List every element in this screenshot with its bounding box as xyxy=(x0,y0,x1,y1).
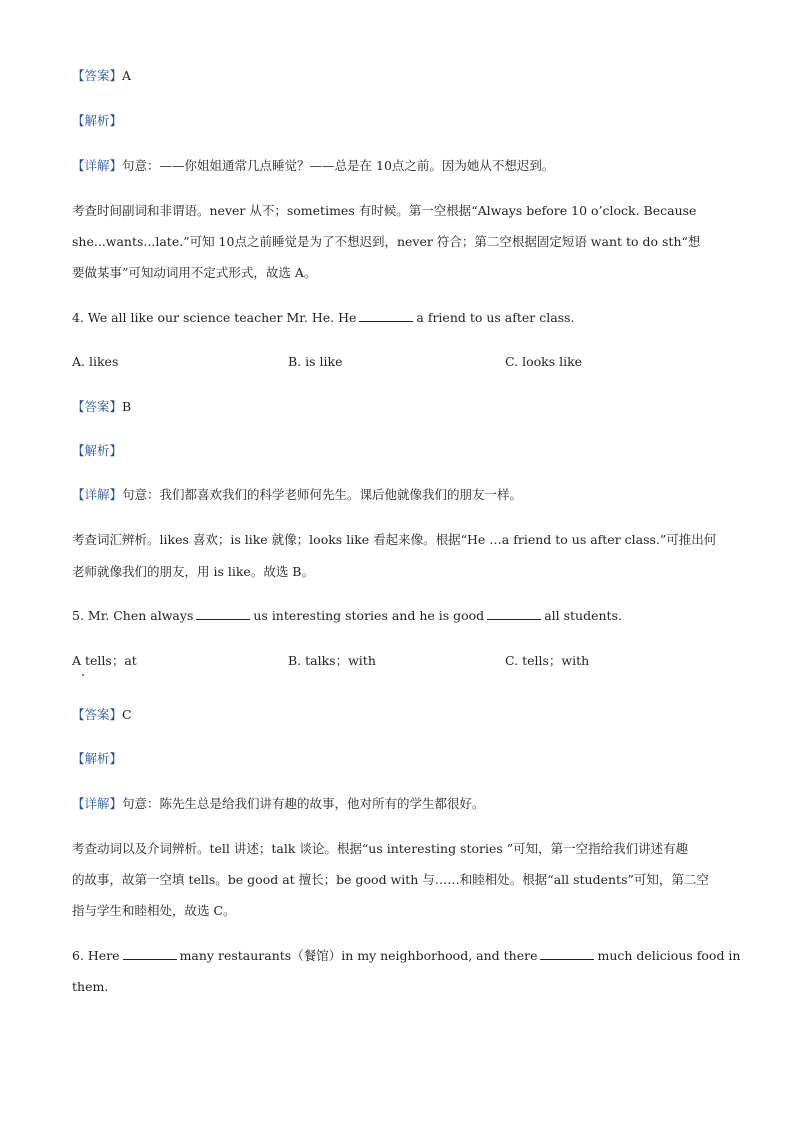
fill-blank xyxy=(196,607,250,620)
detail-line-q3 xyxy=(72,157,732,175)
option-a: A tells；at xyxy=(72,653,137,668)
stem-part: a friend to us after class. xyxy=(416,310,575,325)
fill-blank xyxy=(359,309,413,322)
question-4-stem xyxy=(72,309,732,327)
detail-label: 【详解】 xyxy=(72,796,123,811)
stem-part: 4. We all like our science teacher Mr. He. He xyxy=(72,310,357,325)
answer-label: 【答案】 xyxy=(72,399,123,414)
stem-part: many restaurants（餐馆）in my neighborhood, and there xyxy=(179,948,538,963)
fill-blank xyxy=(123,947,177,960)
explanation-line: she...wants...late.”可知 10点之前睡觉是为了不想迟到，never 符合；第二空根据固定短语 want to do sth“想 xyxy=(72,234,701,249)
analysis-label: 【解析】 xyxy=(72,443,123,458)
detail-text: 句意：陈先生总是给我们讲有趣的故事，他对所有的学生都很好。 xyxy=(122,796,485,811)
stem-part: 5. Mr. Chen always xyxy=(72,608,194,623)
answer-label: 【答案】 xyxy=(72,707,123,722)
explanation-line: 指与学生和睦相处，故选 C。 xyxy=(72,903,236,918)
stem-part: much delicious food in xyxy=(597,948,741,963)
detail-label: 【详解】 xyxy=(72,158,123,173)
answer-line-q5 xyxy=(72,706,732,724)
analysis-line-q3 xyxy=(72,112,732,130)
explanation-line: 老师就像我们的朋友，用 is like。故选 B。 xyxy=(72,564,314,579)
option-a: A. likes xyxy=(72,354,119,369)
stem-part: all students. xyxy=(544,608,622,623)
detail-text: 句意：我们都喜欢我们的科学老师何先生。课后他就像我们的朋友一样。 xyxy=(122,487,523,502)
answer-value: B xyxy=(122,399,132,414)
analysis-line-q5 xyxy=(72,750,732,768)
analysis-label: 【解析】 xyxy=(72,751,123,766)
option-c: C. tells；with xyxy=(505,653,590,668)
fill-blank xyxy=(487,607,541,620)
answer-value: C xyxy=(122,707,132,722)
analysis-label: 【解析】 xyxy=(72,113,123,128)
question-6-stem xyxy=(72,947,741,965)
analysis-line-q4 xyxy=(72,442,732,460)
explanation-line: 的故事，故第一空填 tells。be good at 擅长；be good with 与……和睦相处。根据“all students”可知，第二空 xyxy=(72,872,709,887)
answer-line-q3 xyxy=(72,67,732,85)
detail-line-q5 xyxy=(72,795,732,813)
question-5-stem xyxy=(72,607,732,625)
explanation-line: 要做某事”可知动词用不定式形式，故选 A。 xyxy=(72,265,317,280)
explanation-line: 考查时间副词和非谓语。never 从不；sometimes 有时候。第一空根据“Always before 10 o’clock. Because xyxy=(72,203,697,218)
detail-label: 【详解】 xyxy=(72,487,123,502)
option-b: B. talks；with xyxy=(288,653,376,668)
explanation-line: 考查词汇辨析。likes 喜欢；is like 就像；looks like 看起来像。根据“He …a friend to us after class.”可推出何 xyxy=(72,532,717,547)
option-b: B. is like xyxy=(288,354,343,369)
explanation-line: 考查动词以及介词辨析。tell 讲述；talk 谈论。根据“us interesting stories ”可知，第一空指给我们讲述有趣 xyxy=(72,841,689,856)
option-c: C. looks like xyxy=(505,354,583,369)
answer-value: A xyxy=(122,68,132,83)
fill-blank xyxy=(540,947,594,960)
stray-dot xyxy=(82,674,84,676)
stem-part: 6. Here xyxy=(72,948,120,963)
answer-label: 【答案】 xyxy=(72,68,123,83)
detail-line-q4 xyxy=(72,486,732,504)
stem-part: us interesting stories and he is good xyxy=(253,608,485,623)
question-6-stem-continued: them. xyxy=(72,979,109,994)
detail-text: 句意：——你姐姐通常几点睡觉？——总是在 10点之前。因为她从不想迟到。 xyxy=(122,158,555,173)
answer-line-q4 xyxy=(72,398,732,416)
